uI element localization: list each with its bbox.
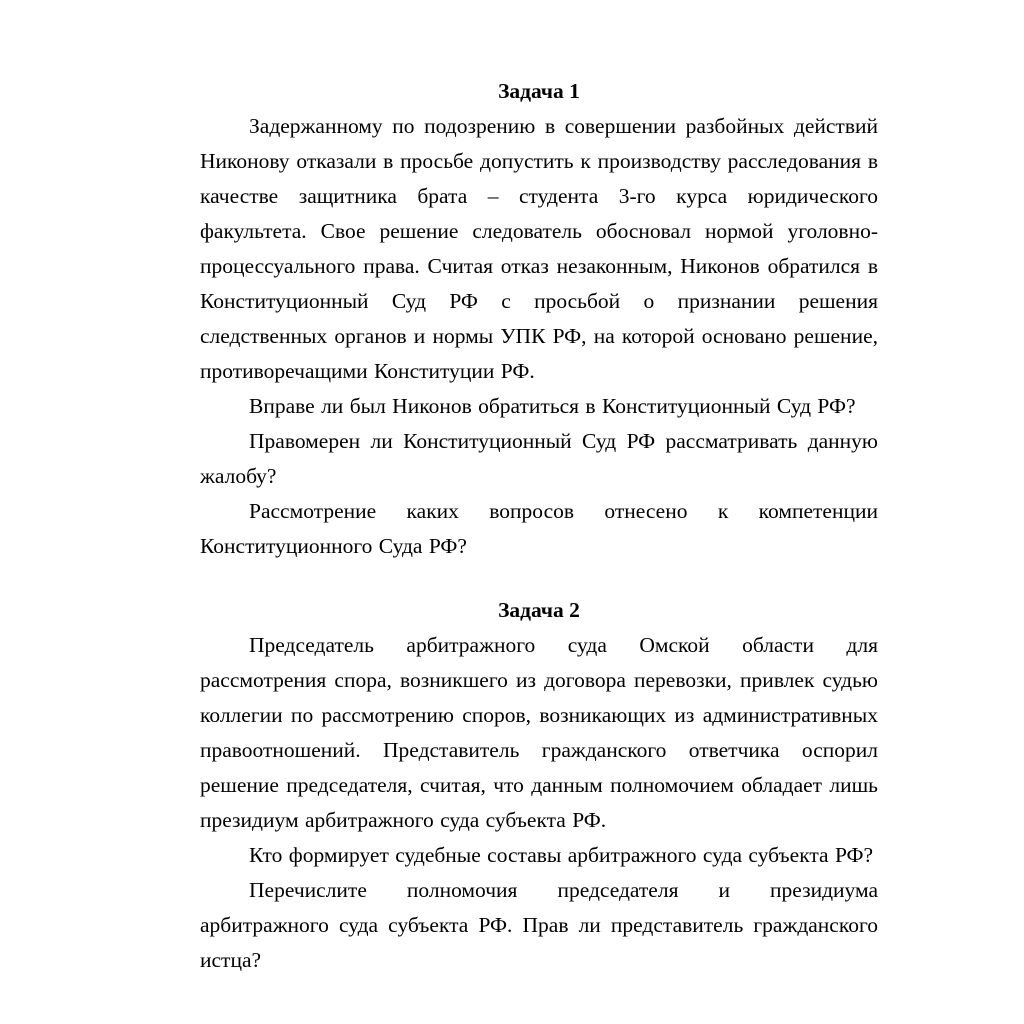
task-1-question-1: Вправе ли был Никонов обратиться в Конституционный Суд РФ? bbox=[249, 394, 856, 418]
task-2-question-2: Перечислите полномочия председателя и президиума арбитражного суда субъекта РФ. Прав ли представитель гражданского истца? bbox=[200, 878, 878, 972]
task-2-body-paragraph: Председатель арбитражного суда Омской области для рассмотрения спора, возникшего из договора перевозки, привлек судью коллегии по рассмотрению споров, возникающих из административных правоотношений. Представитель гражданского ответчика оспорил решение председателя, считая, что данным полномочием обладает лишь президиум арбитражного суда субъекта РФ. bbox=[200, 633, 878, 832]
task-1-body-paragraph: Задержанному по подозрению в совершении разбойных действий Никонову отказали в просьбе допустить к производству расследования в качестве защитника брата – студента 3-го курса юридического факультета. Свое решение следователь обосновал нормой уголовно-процессуального права. Считая отказ незаконным, Никонов обратился в Конституционный Суд РФ с просьбой о признании решения следственных органов и нормы УПК РФ, на которой основано решение, противоречащими Конституции РФ. bbox=[200, 114, 878, 383]
task-2-heading: Задача 2 bbox=[498, 598, 580, 622]
task-1-question-2: Правомерен ли Конституционный Суд РФ рассматривать данную жалобу? bbox=[200, 429, 878, 488]
task-1-section bbox=[200, 74, 878, 564]
task-1-heading: Задача 1 bbox=[498, 79, 580, 103]
task-1-question-3: Рассмотрение каких вопросов отнесено к компетенции Конституционного Суда РФ? bbox=[200, 499, 878, 558]
task-2-question-1: Кто формирует судебные составы арбитражного суда субъекта РФ? bbox=[249, 843, 874, 867]
task-2-section bbox=[200, 593, 878, 978]
